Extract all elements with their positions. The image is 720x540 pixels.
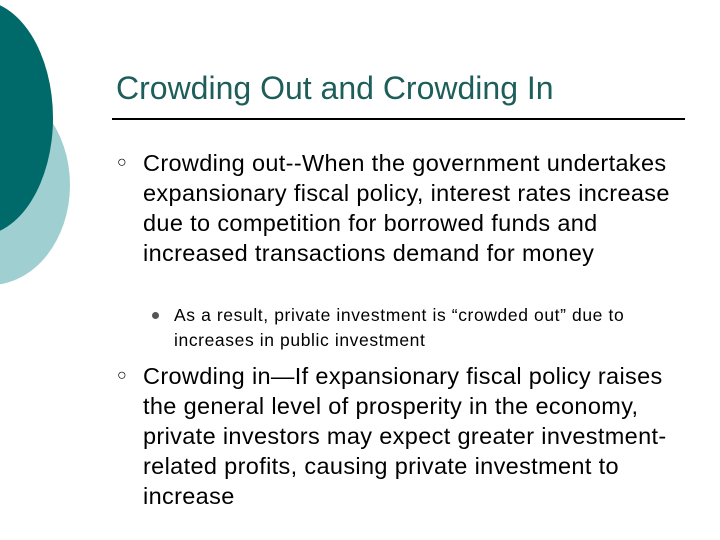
bullet-crowding-in: Crowding in—If expansionary fiscal policy raises the general level of prosperity in the economy, private investors may expect greater investment-related profits, causing private investment to increase (143, 363, 667, 509)
dark-teal-circle (0, 0, 53, 236)
hollow-bullet-icon: ○ (117, 154, 127, 171)
title-underline (112, 118, 685, 120)
decorative-circles (0, 0, 120, 320)
light-teal-circle (0, 85, 70, 285)
bullet-crowding-out: Crowding out--When the government undertakes expansionary fiscal policy, interest rates increase due to competition for borrowed funds and increased transactions demand for money (143, 150, 670, 266)
sub-bullet-crowded-out: As a result, private investment is “crowded out” due to increases in public investment (174, 305, 625, 350)
hollow-bullet-icon: ○ (117, 367, 127, 384)
slide-title: Crowding Out and Crowding In (116, 70, 554, 106)
filled-bullet-icon (152, 312, 159, 319)
